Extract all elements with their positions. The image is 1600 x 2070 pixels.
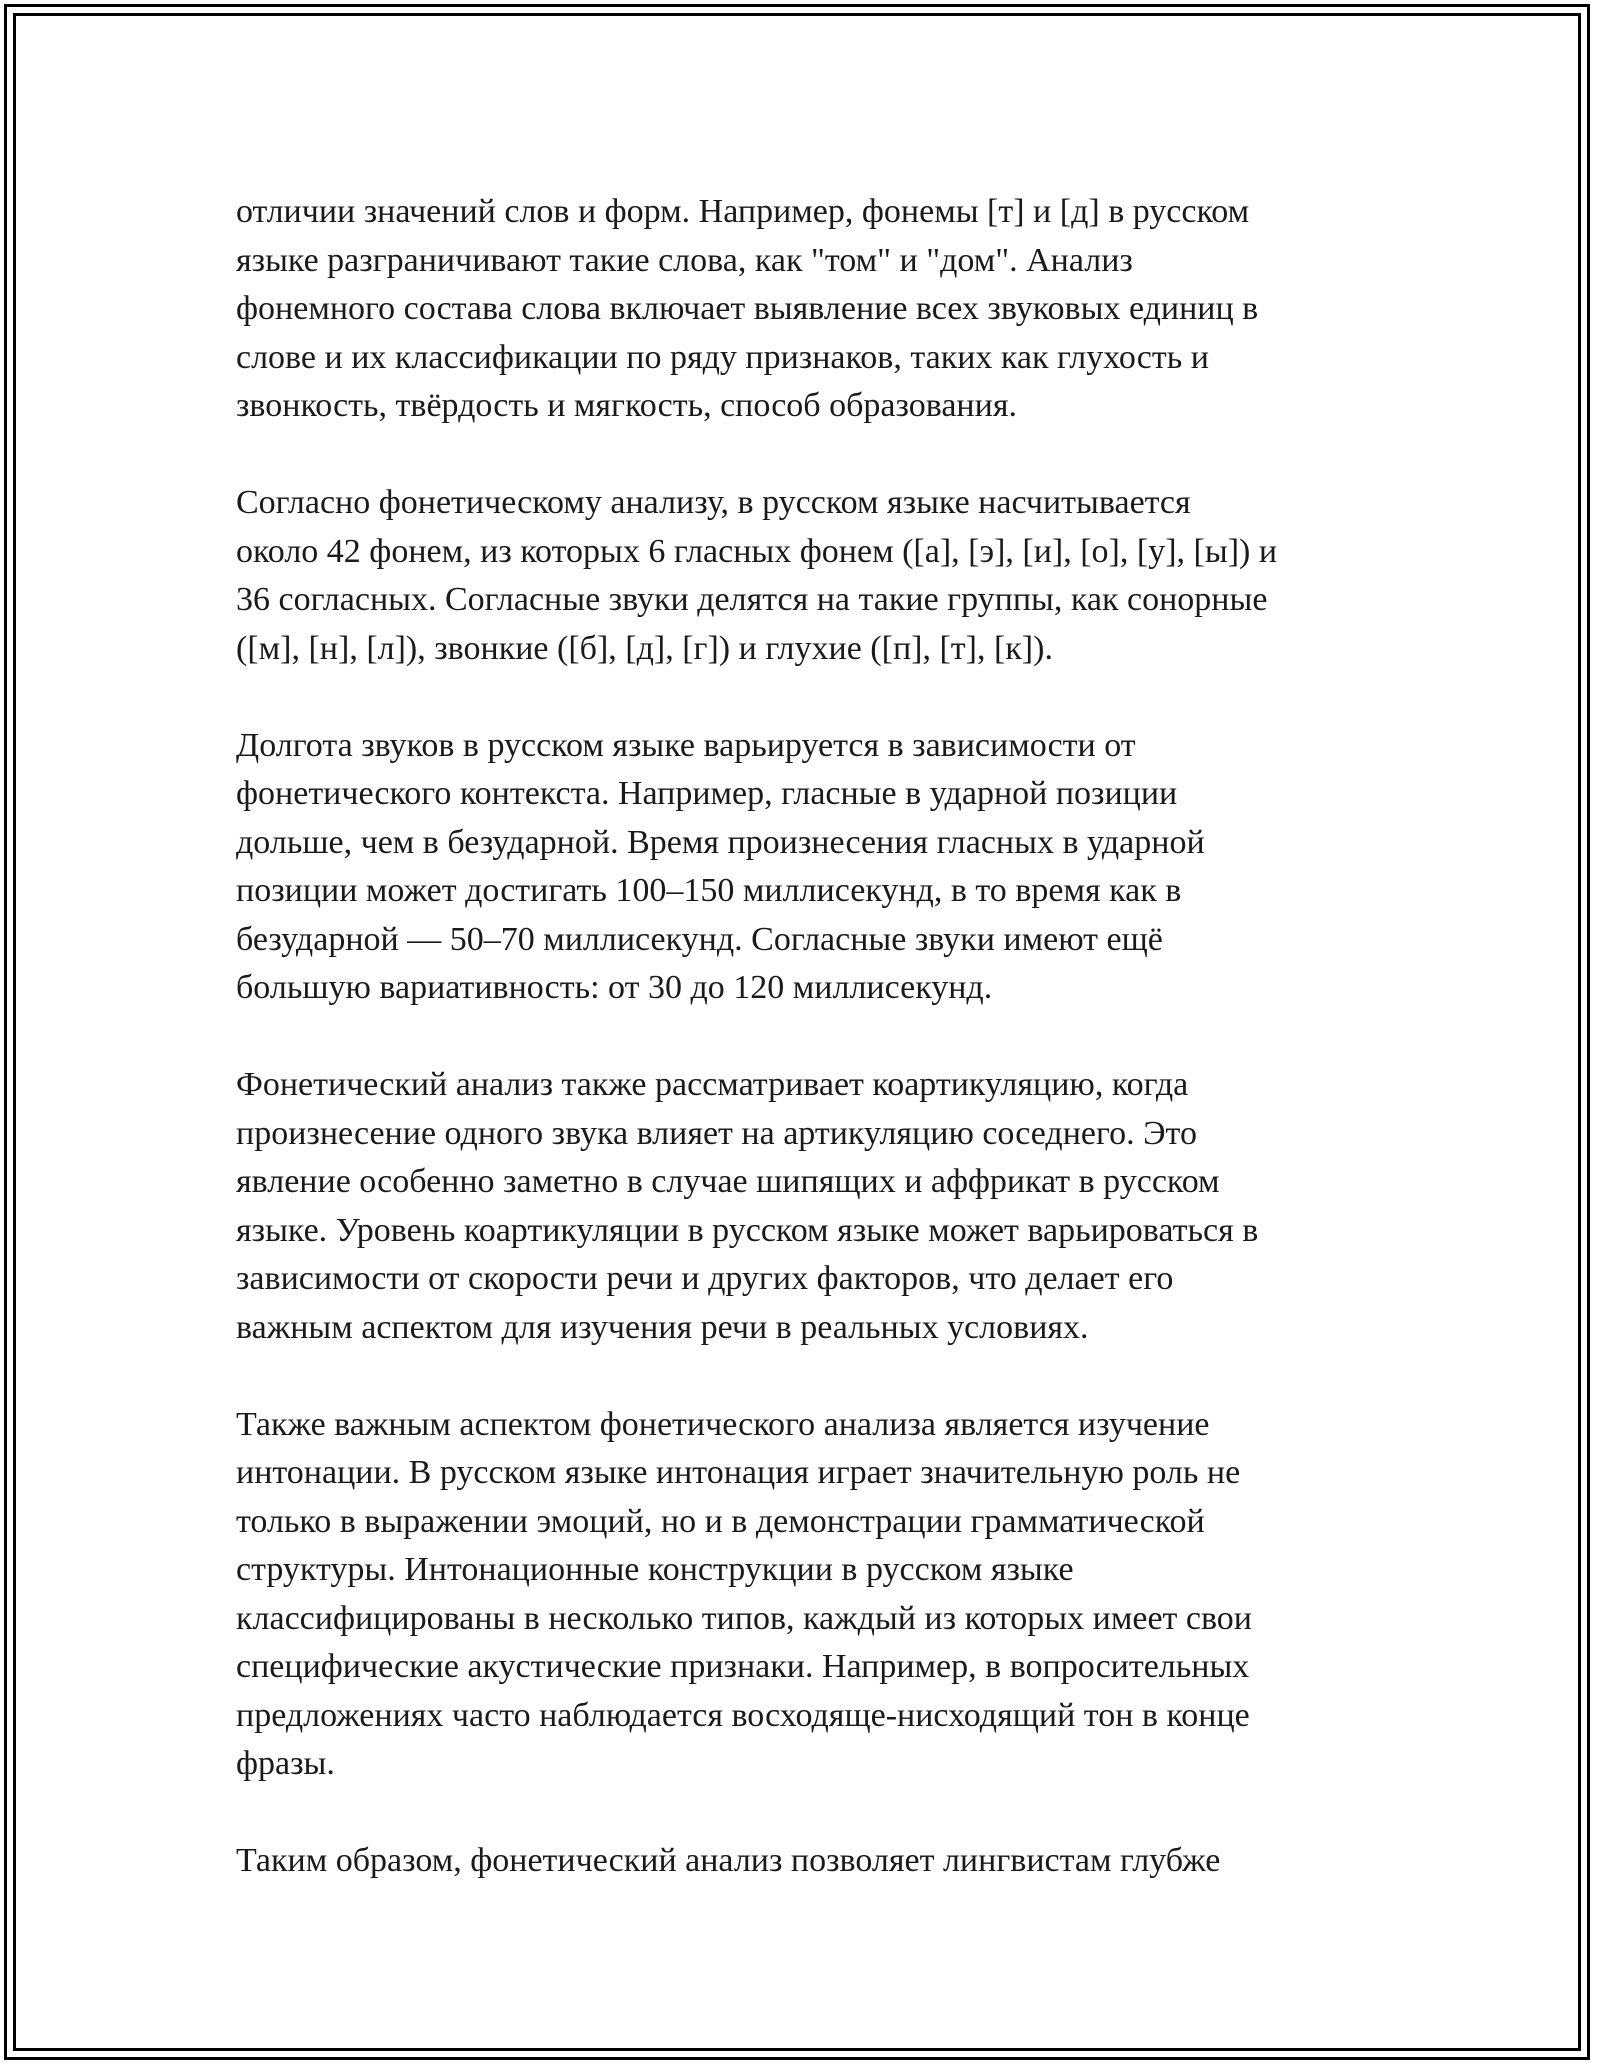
document-body [236, 188, 1376, 1934]
paragraph-phoneme-contrast: отличии значений слов и форм. Например, фонемы [т] и [д] в русском языке разграничивают такие слова, как "том" и "дом". Анализ фонемного состава слова включает выявление всех звуковых единиц в слове и их классификации по ряду признаков, таких как глухость и звонкость, твёрдость и мягкость, способ образования. [236, 193, 1259, 424]
paragraph-sound-duration: Долгота звуков в русском языке варьируется в зависимости от фонетического контекста. Например, гласные в ударной позиции дольше, чем в безударной. Время произнесения гласных в ударной позиции может достигать 100–150 миллисекунд, в то время как в безударной — 50–70 миллисекунд. Согласные звуки имеют ещё большую вариативность: от 30 до 120 миллисекунд. [236, 726, 1205, 1006]
paragraph-coarticulation: Фонетический анализ также рассматривает коартикуляцию, когда произнесение одного звука влияет на артикуляцию соседнего. Это явление особенно заметно в случае шипящих и аффрикат в русском языке. Уровень коартикуляции в русском языке может варьироваться в зависимости от скорости речи и других факторов, что делает его важным аспектом для изучения речи в реальных условиях. [236, 1066, 1259, 1346]
paragraph-phoneme-inventory: Согласно фонетическому анализу, в русском языке насчитывается около 42 фонем, из которых 6 гласных фонем ([а], [э], [и], [о], [у], [ы]) и 36 согласных. Согласные звуки делятся на такие группы, как сонорные ([м], [н], [л]), звонкие ([б], [д], [г]) и глухие ([п], [т], [к]). [236, 484, 1278, 667]
paragraph-intonation: Также важным аспектом фонетического анализа является изучение интонации. В русском языке интонация играет значительную роль не только в выражении эмоций, но и в демонстрации грамматической структуры. Интонационные конструкции в русском языке классифицированы в несколько типов, каждый из которых имеет свои специфические акустические признаки. Например, в вопросительных предложениях часто наблюдается восходяще-нисходящий тон в конце фразы. [236, 1405, 1252, 1782]
paragraph-conclusion: Таким образом, фонетический анализ позволяет лингвистам глубже [236, 1842, 1221, 1879]
